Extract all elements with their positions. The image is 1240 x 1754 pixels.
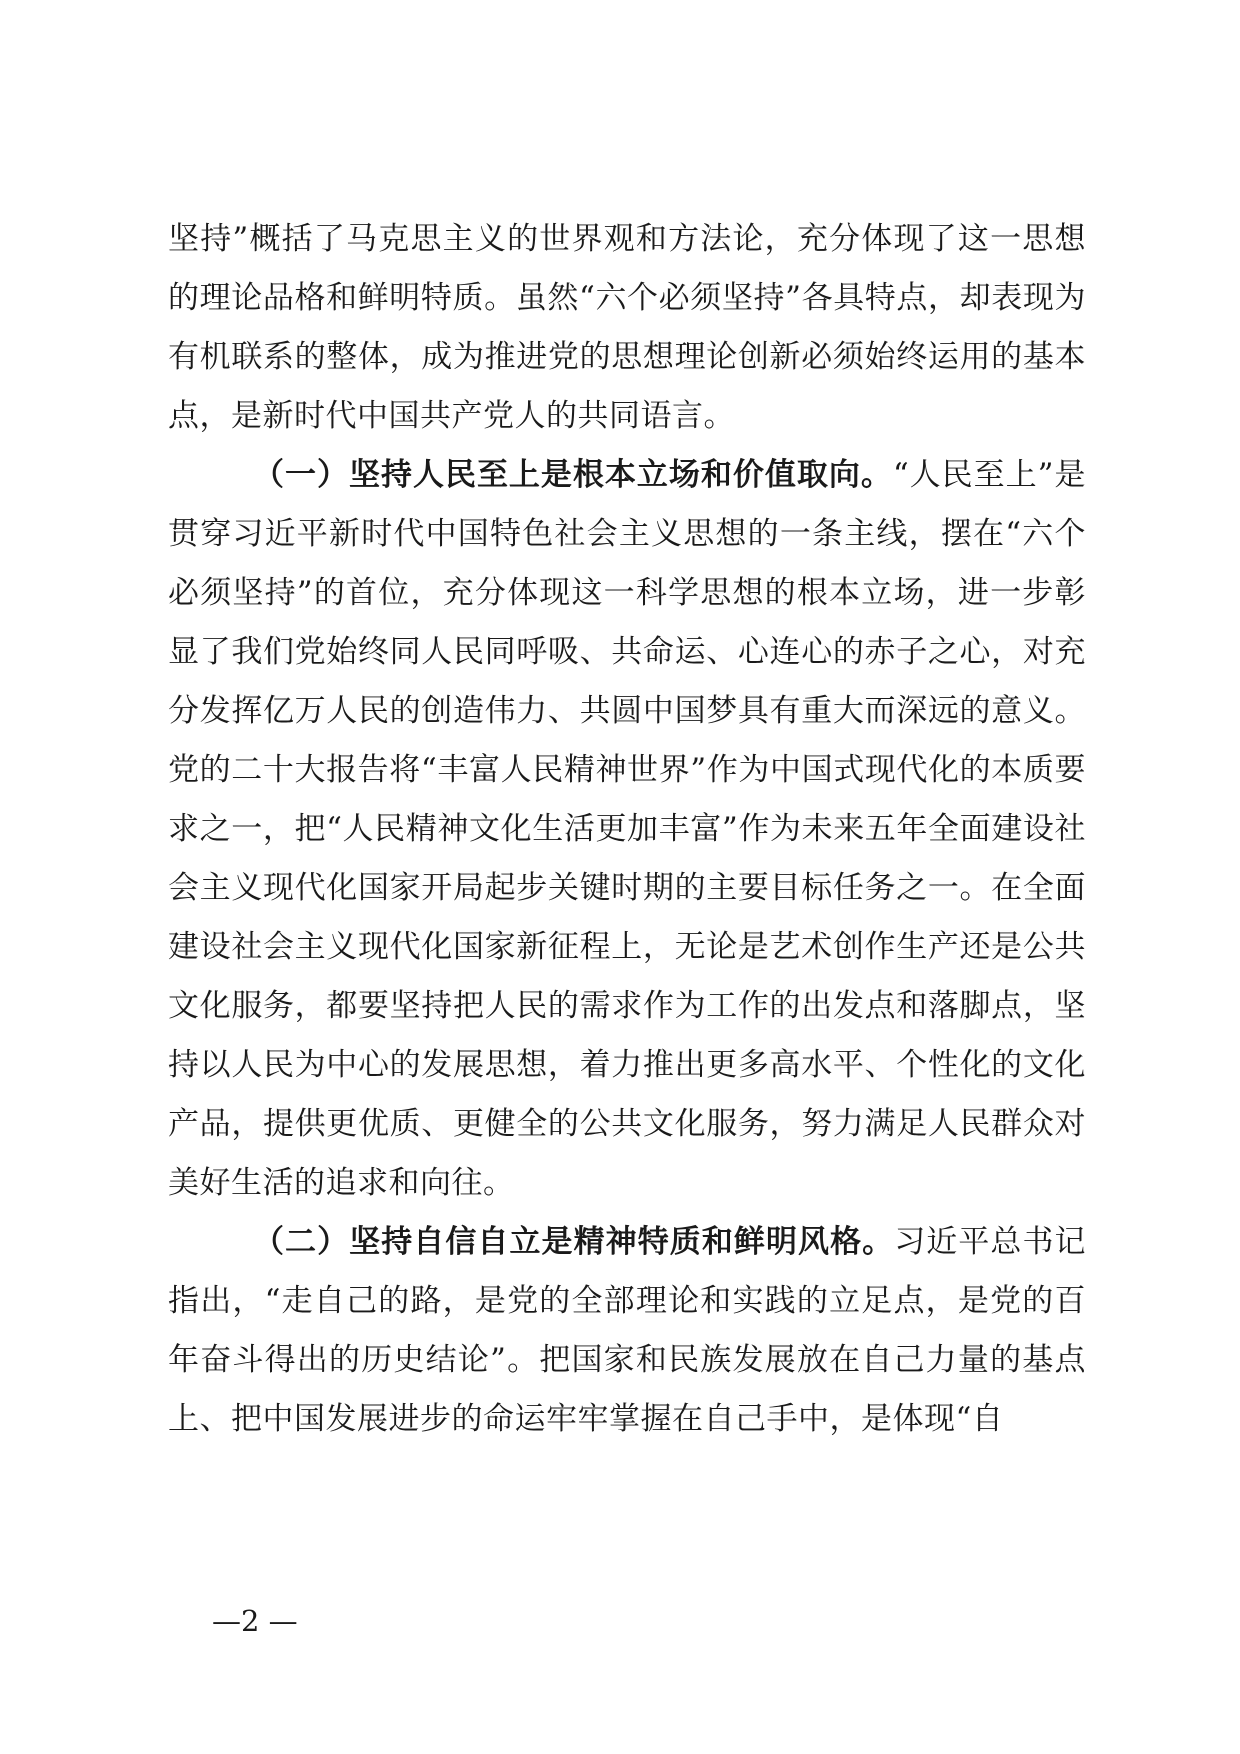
section-heading: （一）坚持人民至上是根本立场和价值取向。 bbox=[253, 457, 893, 493]
document-body bbox=[168, 210, 1086, 1449]
paragraph-section-2 bbox=[168, 1213, 1086, 1449]
section-heading: （二）坚持自信自立是精神特质和鲜明风格。 bbox=[253, 1224, 895, 1260]
paragraph-text: “人民至上”是贯穿习近平新时代中国特色社会主义思想的一条主线，摆在“六个必须坚持”的首位，充分体现这一科学思想的根本立场，进一步彰显了我们党始终同人民同呼吸、共命运、心连心的赤子之心，对充分发挥亿万人民的创造伟力、共圆中国梦具有重大而深远的意义。党的二十大报告将“丰富人民精神世界”作为中国式现代化的本质要求之一，把“人民精神文化生活更加丰富”作为未来五年全面建设社会主义现代化国家开局起步关键时期的主要目标任务之一。在全面建设社会主义现代化国家新征程上，无论是艺术创作生产还是公共文化服务，都要坚持把人民的需求作为工作的出发点和落脚点，坚持以人民为中心的发展思想，着力推出更多高水平、个性化的文化产品，提供更优质、更健全的公共文化服务，努力满足人民群众对美好生活的追求和向往。 bbox=[168, 457, 1086, 1201]
paragraph-text: 习近平总书记指出，“走自己的路，是党的全部理论和实践的立足点，是党的百年奋斗得出的历史结论”。把国家和民族发展放在自己力量的基点上、把中国发展进步的命运牢牢掌握在自己手中，是体现“自 bbox=[168, 1224, 1087, 1437]
paragraph-text: 坚持”概括了马克思主义的世界观和方法论，充分体现了这一思想的理论品格和鲜明特质。虽然“六个必须坚持”各具特点，却表现为有机联系的整体，成为推进党的思想理论创新必须始终运用的基本点，是新时代中国共产党人的共同语言。 bbox=[168, 221, 1086, 434]
page-number: —2 — bbox=[212, 1604, 298, 1638]
paragraph-section-1 bbox=[168, 446, 1086, 1213]
paragraph-continuation bbox=[168, 210, 1086, 446]
